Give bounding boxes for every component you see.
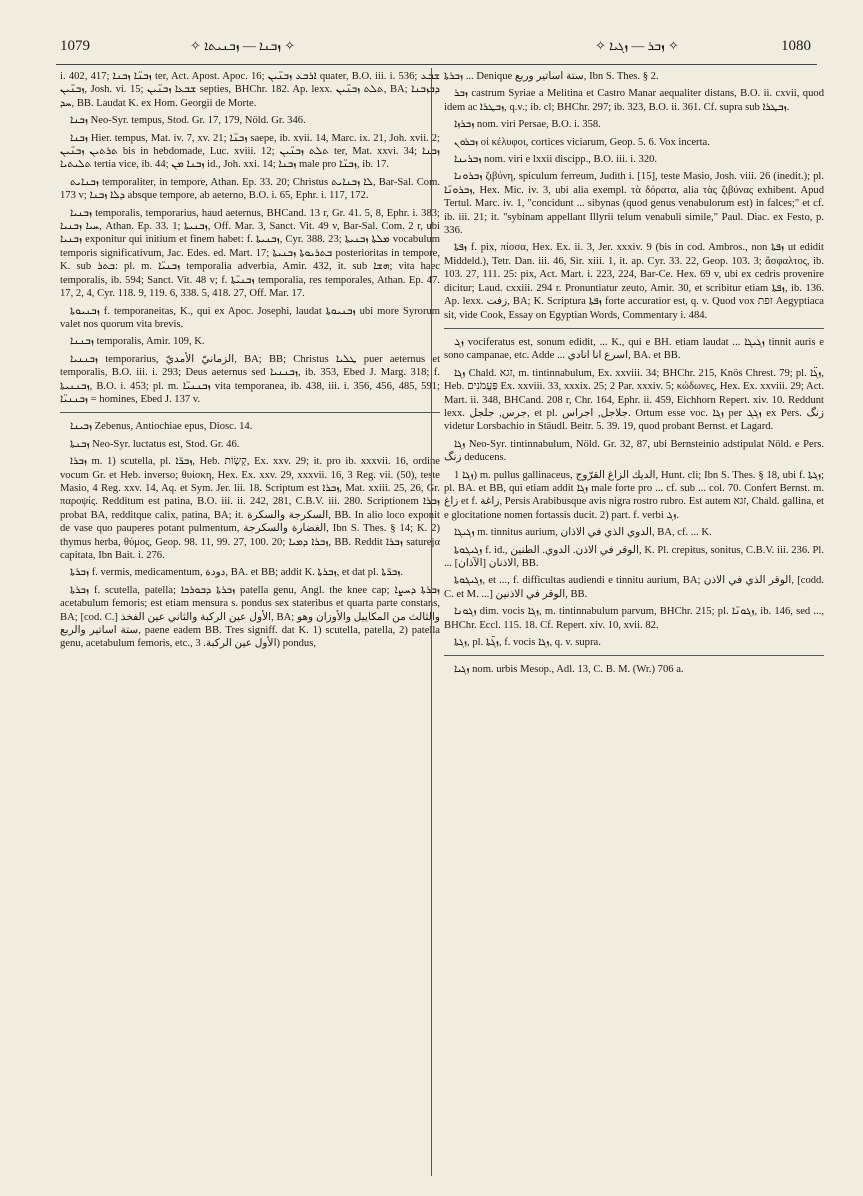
dictionary-entry: i. 402, 417; ܙܒܢ̈ܐ ܙܒܢܐ ter, Act. Apost. Apoc. 16; ܐܪܒܥ ܙܒܢ̈ܝܢ quater, B.O. iii. i. 536; ܫܒܥ ܙܒܢ̈ܝܢ, Josh. vi. 15; ܫܒܥܐ ܙܒܢ̈ܝܢ septies, BHChr. 182. Ap. lexx. ܬܠܬ ܙܒܢ̈ܝܢ, BA; ܕܒܙܒܢܐ ܚܕ, BB. Laudat K. ex Hom. Georgii de Morte. [60, 71, 440, 109]
page-number-right: 1080 [781, 38, 811, 54]
dictionary-entry: ܙܒܢܢܝܐ temporarius, الزمانيّ الأمديّ, BA; BB; Christus ܛܠܝܐ puer aeternus et temporalis, B.O. iii. i. 293; Deus aeternus sed ܙܒܢܢܝܐ, ib. 353, Ebed J. Marg. 318; f. ܙܒܢܢܝܬܐ, B.O. i. 453; pl. m. ܙܒܢܢܝ̈ܐ vita temporanea, ib. 438, iii. i. 356, 456, 485, 591; ܙܒܢܢܝ̈ܐ = homines, Ebed J. 137 v. [60, 353, 440, 405]
right-column [444, 70, 824, 1185]
page-number-left: 1079 [60, 38, 90, 54]
dictionary-entry: ܙܒܪ castrum Syriae a Melitina et Castro Manar aequaliter distans, B.O. ii. cxvii, quod idem ac ܙܒܛܪܐ, q.v.; ib. cl; BHChr. 297; ib. 323, B.O. ii. 361. Cf. supra sub ܙܒܛܪܐ. [444, 88, 824, 113]
dictionary-entry: ܙܓܐ 1) m. pullus gallinaceus, الديك الزاغ القرّوج, Hunt. cli; Ibn S. Thes. § 18, ubi f. ܙܓܬܐ; pl. BA. et BB, qui etiam addit ܙܓܐ male forte pro ... cf. sub ... col. 70. Confert Bernst. m. زاغ et f. زاغة, Persis Arabibusque avis nigra rostro rubro. Est autem זגא, Chald. gallina, et e glocitatione nomen fortassis ducit. 2) part. f. verbi ܙܓ. [444, 469, 824, 521]
dictionary-entry: ܙܒܢܝܐ temporalis, temporarius, haud aeternus, BHCand. 13 r, Gr. 41. 5, 8, Ephr. i. 383; ܚܝܐ ܙܒܢܝܐ, Athan. Ep. 33. 1; ܙܒܢܝܬܐ, Off. Mar. 3, Sanct. Vit. 49 v, Bar-Sal. Com. 2 r, ubi ܙܒܢܝܐ exponitur qui initium et finem habet: f. ܙܒܢܝܬܐ, Cyr. 388. 23; ܡܠܬܐ ܙܒܢܝܬܐ vocabulum temporis significativum, Jac. Edes. ed. Mart. 17; ܒܬܪܝܘܬܐ ܙܒܢܝܬܐ posterioritas in tempore, K. sub ܒܬܪ: pl. m. ܙܒܢܝ̈ܐ temporalia adverbia, Amir. 432, it. sub ܗܫܐ; vita haec temporalis, ib. 594; Sanct. Vit. 48 v; f. ܙܒܢܝ̈ܬܐ temporalia, res temporales, Athan. Ep. 47. 17, 2, 4, Cyr. 118. 9, 119. 6, 338. 5, 418. 27, Off. Mar. 17. [60, 207, 440, 300]
dictionary-entry: ܙܓܝܓܐ m. tinnitus aurium, الدوي الذي في الاذان, BA, cf. ... K. [454, 527, 712, 539]
dictionary-entry: ܙܒܪܘܢ οἱ κέλυφοι, cortices viciarum, Geop. 5. 6. Vox incerta. [454, 136, 710, 148]
running-head-left: ✧ ܙܒܢܐ — ܙܒܢܝܬܐ ✧ [190, 38, 296, 53]
dictionary-entry: ܙܒܪܬܐ ... Denique ستة اساتير وربع, Ibn S. Thes. § 2. [444, 71, 659, 82]
dictionary-entry: ܙܓܬܐ, pl. ܙܓ̈ܬܐ, f. vocis ܙܓܐ, q. v. supra. [454, 637, 601, 649]
dictionary-entry: ܙܒܪܝܢܐ nom. viri e lxxii discipp., B.O. iii. i. 320. [454, 154, 658, 166]
dictionary-entry: ܙܓܐ Neo-Syr. tintinnabulum, Nöld. Gr. 32, 87, ubi Bernsteinio adstipulat Nöld. e Pers. زنگ deducens. [444, 438, 824, 464]
dictionary-entry: ܙܓܘܢܐ dim. vocis ܙܓܐ, m. tintinnabulum parvum, BHChr. 215; pl. ܙܓܘܢ̈ܐ, ib. 146, sed ..., BHChr. Eccl. 115. 18. Cf. Repert. xiv. 10, xvii. 82. [444, 606, 824, 631]
dictionary-entry: ܙܓܐ Chald. זגא, m. tintinnabulum, Ex. xxviii. 34; BHChr. 215, Knös Chrest. 79; pl. ܙܓ̈ܐ, Heb. פַּעֲמֹנִים Ex. xxviii. 33, xxxix. 25; 2 Par. xxxiv. 5; κώδωνες, Hex. Ex. xxviii. 29; Act. Mart. ii. 348, BHCand. 208 r, Chr. 164, Ephr. ii. 459, Eichhorn Repert. xiv. 10. Reddunt lexx. جرس, جلجل, et pl. جلاجل, اجراس. Ortum esse voc. ܙܓܐ per ܙܓܓ ex Pers. زنگ videtur Lorsbachio in Stäudl. Beitr. 5. 39. 19, quod probant Bernst. et Lagard. [444, 367, 824, 433]
section-divider [444, 655, 824, 656]
dictionary-entry: ܙܒܪܬܐ f. vermis, medicamentum, دودة, BA. et BB; addit K. ܙܒܪܬܐ, et dat pl. ܙܒܪ̈ܬܐ. [70, 567, 404, 579]
dictionary-entry: ܙܒܝܢܐ Zebenus, Antiochiae epus, Diosc. 14. [70, 421, 253, 433]
dictionary-entry: ܙܒܢܐ Neo-Syr. tempus, Stod. Gr. 17, 179, Nöld. Gr. 346. [70, 115, 306, 127]
dictionary-entry: ܙܒܪܘܢܐ ζιβύνη, spiculum ferreum, Judith i. [15], teste Masio, Josh. viii. 26 (inedit.); pl. ܙܒܪܘܢ̈ܐ, Hex. Mic. iv. 3, ubi alia exempl. τὰ δόρατα, alia τὰς ζιβύνας exhibent. Apud Tertul. Marc. iv. 1, "concidunt ... sibynas (quod genus venabulorum est) in falces;" et cf. ib. iii. 21; it. "sybinam appellant Illyrii telum venabuli simile," Paul. Diac. ex Festo, p. 336. [444, 171, 824, 237]
header-rule [56, 64, 817, 65]
dictionary-entry: ܙܒܪܬܐ f. scutella, patella; ܙܒܪܬܐ ܕܒܘܪܟܐ patella genu, Angl. the knee cap; ܙܒܪܬܐ ܕܚܨܐ acetabulum femoris; est etiam mensura s. pondus sex stateribus et quarta parte constans, BA; [cod. C.] الأول عين الركبة والثاني عين الفخذ, BA; والثالث من المكاييل والأوزان وهو ستة اساتير والربع, paene eadem BB. Tres signiff. dat K. 1) scutella, patella, 2) patella genu, acetabulum femoris, etc., الأول عين الركبة. 3) pondus, [60, 584, 440, 650]
dictionary-entry: ܙܒܢܝܘܬܐ f. temporaneitas, K., qui ex Apoc. Josephi, laudat ܙܒܢܝܘܬܐ ubi more Syrorum valet nos quorum vita brevis. [60, 305, 440, 330]
column-divider [431, 68, 432, 1176]
page-header [40, 38, 827, 60]
dictionary-entry: ܙܒܪܙܐ nom. viri Persae, B.O. i. 358. [454, 119, 601, 131]
dictionary-entry: ܙܒܪܐ m. 1) scutella, pl. ܙܒܪ̈ܐ, Heb. קְשָׂוֹת, Ex. xxv. 29; it. pro ib. xxxvii. 16, ordine vocum Gr. et Heb. inverso; θυίσκη, Hex. Ex. xxv. 29, xxxvii. 16, 3 Reg. vii. (50), teste Masio, 4 Reg. xxv. 14, Aq. et Sym. Jer. lii. 18. Scriptum est ܙܒܪܐ, Mat. xxiii. 25, 26, Gr. παροψίς. Redditum est patina, B.O. iii. ii. 242, 281, C.B.V. iii. 280. Scriptionem ܙܒܪܐ probat BA, redditque calix, patina, BA; it. السكرجة والسكرة, BB. In alio loco exponit de vase quo pauperes potant pulmentum, الغضارة والسكرجة, Ibn S. Thes. § 14; K. 2) thymus herba, θύμος, Geop. 98. 11, 99. 27, 100. 20; ܙܒܪܐ ܕܡܝܐ, BB. Reddit ܙܒܪܐ saturejα capitata, Ibn Bait. i. 276. [60, 456, 440, 561]
section-divider [60, 412, 440, 413]
running-head-right: ✧ ܙܒܪ — ܙܓܝܐ ✧ [595, 38, 679, 53]
dictionary-entry: ܙܦܬܐ f. pix, πίσσα, Hex. Ex. ii. 3, Jer. xxxiv. 9 (bis in cod. Ambros., non ܙܦܬܐ ut edidit Middeld.), Tetr. Dan. iii. 46, Sir. xiii. 1, it. ap. Cyr. 33. 22, Geop. 103. 3; ἄσφαλτος, ib. 103. 27, 111. 25: pix, Act. Mart. i. 223, 224, Bar-Ce. Hex. 69 v, ubi ex cedris provenire dicitur; Laud. cxxiii. 294 r. Pronuntiatur zeuto, Amir. 30, et scribitur etiam ܙܦܬܐ, ib. 136. Ap. lexx. زفت, BA; K. Scriptura ܙܦܬܐ forte accuratior est, q. v. Quod vox זפת Aegyptiaca sit, vide Cook, Essay on Egyptian Words, Commentary i. 484. [444, 242, 824, 321]
left-column [60, 70, 440, 1165]
dictionary-entry: ܙܓܝܓܘܬܐ, et ..., f. difficultas audiendi e tinnitu aurium, BA; الوقر الذي في الاذن, [codd. C. et M. ...] الوقر في الاذنين, BB. [444, 575, 824, 600]
dictionary-entry: ܙܒܢܐ Hier. tempus, Mat. iv. 7, xv. 21; ܙܒܢ̈ܐ saepe, ib. xvii. 14, Marc. ix. 21, Joh. xvii. 2; ܬܪܬܝܢ ܙܒܢ̈ܝܢ bis in hebdomade, Luc. xviii. 12; ܬܠܬ ܙܒܢ̈ܝܢ ter, Mat. xxvi. 34; ܙܒܢܐ ܬܠܝܬܝܐ tertia vice, ib. 44; ܙܒܢܐ ܡܢ id., Joh. xxi. 14; ܙܒܢܐ male pro ܙܒܢ̈ܐ, ib. 17. [60, 132, 440, 171]
dictionary-entry: ܙܒܢܢܐ temporalis, Amir. 109, K. [70, 336, 205, 348]
dictionary-entry: ܙܓ vociferatus est, sonum edidit, ... K., qui e BH. etiam laudat ... ܙܓܝܓܐ tinnit auris e sono campanae, etc. Adde ... اسرع انا انادي, BA. et BB. [444, 336, 824, 362]
dictionary-entry: ܙܓܝܓܘܬܐ f. id., الوقر في الاذن. الدوي. الطنين, K. Pl. crepitus, sonitus, C.B.V. iii. 236. Pl. ... الاذنان [الآذان], BB. [444, 544, 824, 569]
dictionary-entry: ܙܒܢܐܝܬ temporaliter, in tempore, Athan. Ep. 33. 20; Christus ܠܐ ܙܒܢܐܝܬ, Bar-Sal. Com. 173 v; ܕܠܐ ܙܒܢܐ absque tempore, ab aeterno, B.O. i. 65, Ephr. i. 117, 172. [60, 176, 440, 202]
dictionary-entry: ܙܓܝܐ nom. urbis Mesop., Adl. 13, C. B. M. (Wr.) 706 a. [454, 664, 684, 676]
dictionary-entry: ܙܒܢܬܐ Neo-Syr. luctatus est, Stod. Gr. 46. [70, 438, 240, 450]
section-divider [444, 328, 824, 329]
